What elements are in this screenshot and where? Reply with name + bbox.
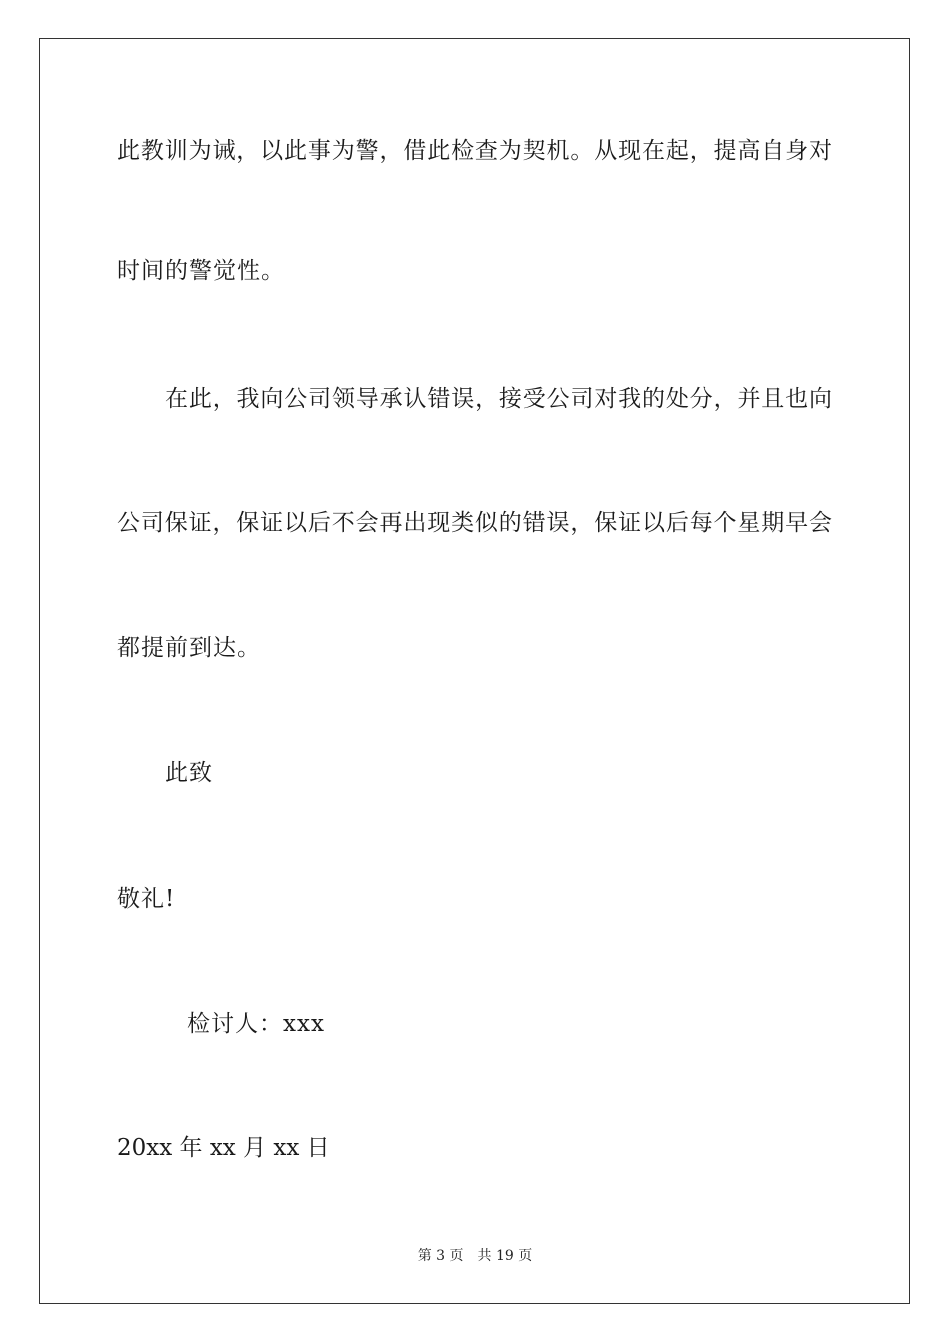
body-line-3: 在此，我向公司领导承认错误，接受公司对我的处分，并且也向 — [165, 386, 832, 412]
closing-regards: 敬礼! — [117, 886, 176, 912]
page-footer — [0, 1246, 950, 1266]
page-border — [39, 38, 910, 1304]
date-line: 20xx 年 xx 月 xx 日 — [117, 1135, 330, 1161]
closing-salutation: 此致 — [165, 760, 213, 786]
body-line-5: 都提前到达。 — [117, 635, 261, 661]
page-number: 第 3 页 — [417, 1248, 464, 1264]
signature: 检讨人：xxx — [187, 1011, 325, 1037]
body-line-4: 公司保证，保证以后不会再出现类似的错误，保证以后每个星期早会 — [117, 510, 832, 536]
body-line-2: 时间的警觉性。 — [117, 258, 285, 284]
body-line-1: 此教训为诫，以此事为警，借此检查为契机。从现在起，提高自身对 — [117, 138, 832, 164]
total-pages: 共 19 页 — [477, 1248, 533, 1264]
